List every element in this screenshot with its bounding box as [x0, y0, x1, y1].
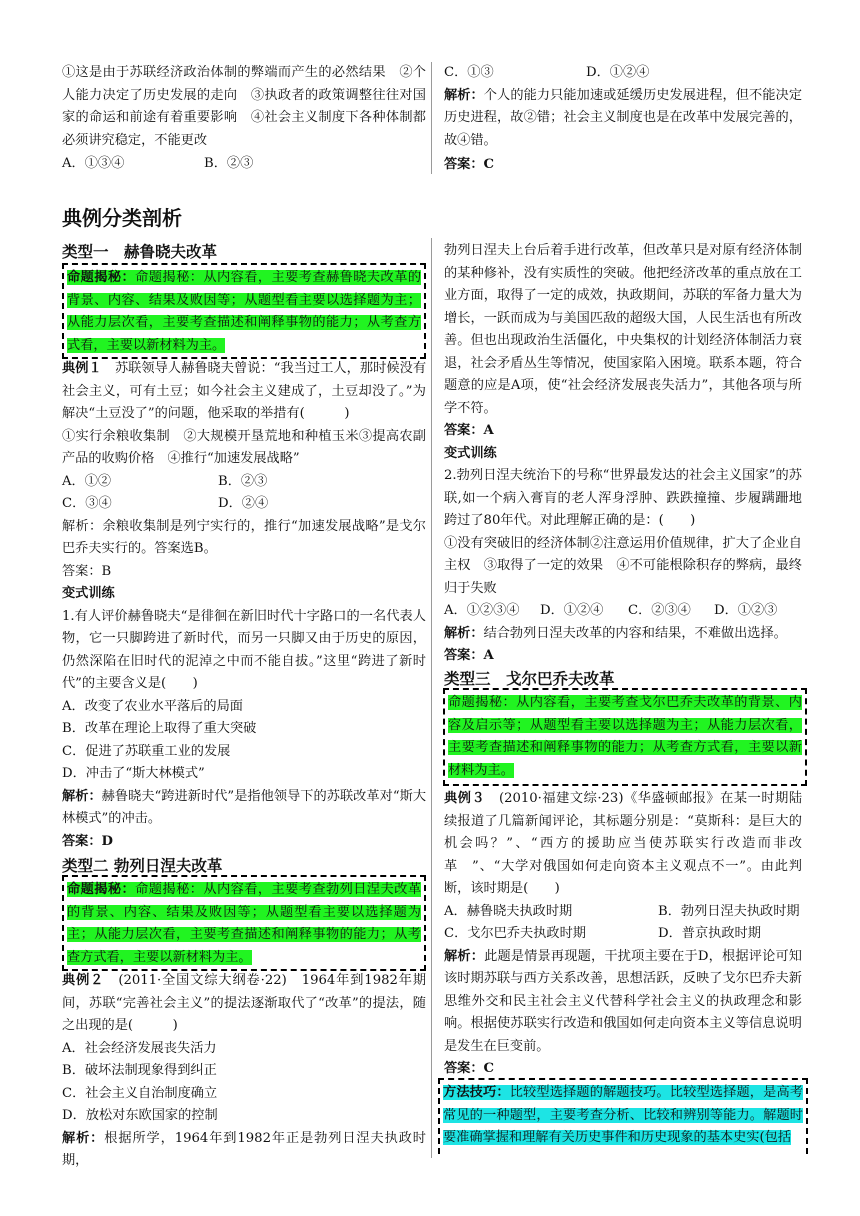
top-right-answer: [444, 62, 802, 177]
option-d: D．冲击了“斯大林模式”: [62, 766, 205, 781]
variant2-answer: 答案：A: [444, 648, 494, 663]
option-b: B．改革在理论上取得了重大突破: [62, 721, 257, 736]
option-b: B．②③: [204, 156, 254, 171]
option-c: C．戈尔巴乔夫执政时期: [444, 926, 586, 941]
type1-reveal-box: [62, 263, 426, 359]
example2-analysis: 解析：根据所学，1964年到1982年正是勃列日涅夫执政时期，: [62, 1130, 426, 1168]
example2-answer: 答案：A: [444, 423, 494, 438]
method-tip-box: [438, 1078, 808, 1154]
type3-reveal-box: [443, 688, 807, 786]
option-d: D．②④: [218, 496, 269, 511]
variant2-analysis: 解析：结合勃列日涅夫改革的内容和结果，不难做出选择。: [444, 625, 787, 641]
option-c: C．③④: [62, 496, 112, 511]
option-a: A．赫鲁晓夫执政时期: [444, 903, 573, 919]
variant1-answer: 答案：D: [62, 833, 113, 849]
options-row: [444, 600, 802, 623]
option-b: B．破坏法制现象得到纠正: [62, 1063, 217, 1078]
option-1: A．①②③④: [444, 603, 520, 618]
variant1-question: 1.有人评价赫鲁晓夫“是徘徊在新旧时代十字路口的一名代表人物，它一只脚跨进了新时代，而另一只脚又由于历史的原因，仍然深陷在旧时代的泥淖之中而不能自拔。”这里“跨进了新时代”的主要含义是( ): [62, 608, 426, 691]
type3-reveal-text: 命题揭秘：从内容看，主要考查戈尔巴乔夫改革的背景、内容及启示等；从题型看主要以选择题为主；从能力层次看，主要考查描述和阐释事物的能力；从考查方式看，主要以新材料为主。: [448, 695, 802, 778]
variant-label: 变式训练: [62, 586, 115, 601]
example1: 典例１ 苏联领导人赫鲁晓夫曾说：“我当过工人，那时候没有社会主义，可有土豆；如今社会主义建成了，土豆却没了。”为解决“土豆没了”的问题，他采取的举措有( ): [62, 361, 427, 421]
option-d: D．放松对东欧国家的控制: [62, 1108, 218, 1123]
type2-reveal-text: 命题揭秘：命题揭秘：从内容看，主要考查勃列日涅夫改革的背景、内容、结果及败因等；从题型看主要以选择题为主；从能力层次看，主要考查描述和阐释事物的能力；从考查方式看，主要以新材料为主。: [67, 882, 422, 965]
answer: 答案：C: [444, 157, 495, 172]
variant2-items: ①没有突破旧的经济体制②注意运用价值规律，扩大了企业自主权 ③取得了一定的效果 ④不可能根除积存的弊病，最终归于失败: [444, 535, 802, 596]
example2: 典例２ (2011·全国文综大纲卷·22) 1964年到1982年期间，苏联“完善社会主义”的提法逐渐取代了“改革”的提法，随之出现的是( ): [62, 973, 427, 1033]
options-row: [62, 493, 426, 516]
option-a: A．①②: [62, 473, 112, 489]
options-row: [62, 471, 426, 494]
question-items: ①这是由于苏联经济政治体制的弊端而产生的必然结果 ②个人能力决定了历史发展的走向 ③执政者的政策调整往往对国家的命运和前途有着重要影响 ④社会主义制度下各种体制都必须讲究稳定，不能更改: [62, 65, 426, 148]
option-a: A．社会经济发展丧失活力: [62, 1040, 217, 1056]
section-title: 典例分类剖析: [62, 206, 182, 230]
example1-analysis: 解析：余粮收集制是列宁实行的，推行“加速发展战略”是戈尔巴乔夫实行的。答案选B。: [62, 518, 426, 556]
left-main-column: [62, 241, 426, 264]
example1-items: ①实行余粮收集制 ②大规模开垦荒地和种植玉米③提高农副产品的收购价格 ④推行“加速发展战略”: [62, 428, 426, 466]
type3-content: [444, 788, 802, 1081]
type1-reveal-text: 命题揭秘：命题揭秘：从内容看，主要考查赫鲁晓夫改革的背景、内容、结果及败因等；从题型看主要以选择题为主；从能力层次看，主要考查描述和阐释事物的能力；从考查方式看，主要以新材料为主。: [67, 270, 422, 353]
option-d: D．①②④: [586, 65, 650, 80]
column-divider-top: [431, 62, 432, 174]
option-3: C．②③④: [628, 603, 691, 618]
option-c: C．①③: [444, 65, 494, 80]
options-row: [444, 901, 802, 924]
example2-analysis-continued: 勃列日涅夫上台后着手进行改革，但改革只是对原有经济体制的某种修补，没有实质性的突破。他把经济改革的重点放在工业方面，取得了一定的成效，执政期间，苏联的军备力量大为增长，一跃而成为与美国匹敌的超级大国，人民生活也有所改善。但也出现政治生活僵化，中央集权的计划经济体制活力衰退，社会矛盾丛生等情况，使国家陷入困境。联系本题，符合题意的应是A项，使“社会经济发展丧失活力”，其他各项与所学不符。: [444, 243, 802, 416]
type2-content: [62, 970, 426, 1173]
type2-reveal-box: [62, 875, 426, 971]
example3-analysis: 解析：此题是情景再现题，干扰项主要在于D，根据评论可知该时期苏联与西方关系改善，思想活跃，反映了戈尔巴乔夫新思维外交和民主社会主义代替科学社会主义的执政理念和影响。根据使苏联实行改造和俄国如何走向资本主义等信息说明是发生在巨变前。: [444, 948, 802, 1054]
example1-answer: 答案：B: [62, 563, 112, 579]
option-2: D．①②④: [540, 603, 604, 618]
option-b: B．②③: [218, 473, 268, 489]
top-left-question: [62, 62, 426, 171]
option-c: C．促进了苏联重工业的发展: [62, 743, 231, 759]
example3: 典例３ (2010·福建文综·23)《华盛顿邮报》在某一时期陆续报道了几篇新闻评论，其标题分别是：“莫斯科：是巨大的机会吗？”、“西方的援助应当使苏联实行改造而非改革 ”、“大学对俄国如何走向资本主义观点不一”。由此判断，该时期是( ): [444, 791, 803, 896]
type1-heading: 类型一 赫鲁晓夫改革: [62, 243, 218, 261]
options-row: [62, 152, 426, 171]
analysis: 解析：个人的能力只能加速或延缓历史发展进程，但不能决定历史进程，故②错；社会主义制度也是在改革中发展完善的，故④错。: [444, 87, 803, 148]
options-row: [444, 923, 802, 946]
example3-answer: 答案：C: [444, 1061, 495, 1076]
column-divider-main: [431, 238, 432, 1158]
variant1-analysis: 解析：赫鲁晓夫“跨进新时代”是指他领导下的苏联改革对“斯大林模式”的冲击。: [62, 788, 427, 826]
right-main-column: [444, 240, 802, 691]
option-d: D．普京执政时期: [658, 926, 761, 941]
type3-heading: 类型三 戈尔巴乔夫改革: [444, 669, 615, 688]
type1-content: [62, 358, 426, 878]
option-a: A．改变了农业水平落后的局面: [62, 698, 243, 714]
method-tip-text: 方法技巧：比较型选择题的解题技巧。比较型选择题，是高考常见的一种题型，主要考查分析、比较和辨别等能力。解题时要准确掌握和理解有关历史事件和历史现象的基本史实(包括: [443, 1085, 804, 1145]
option-c: C．社会主义自治制度确立: [62, 1085, 218, 1101]
options-row: [444, 62, 802, 85]
option-a: A．①③④: [62, 156, 125, 171]
option-4: D．①②③: [714, 603, 778, 618]
type2-heading: 类型二 勃列日涅夫改革: [62, 857, 223, 875]
variant-label: 变式训练: [444, 445, 497, 461]
option-b: B．勃列日涅夫执政时期: [658, 903, 800, 919]
variant2-question: 2.勃列日涅夫统治下的号称“世界最发达的社会主义国家”的苏联,如一个病入膏肓的老人浑身浮肿、跌跌撞撞、步履蹒跚地跨过了80年代。对此理解正确的是：( ): [444, 468, 802, 528]
